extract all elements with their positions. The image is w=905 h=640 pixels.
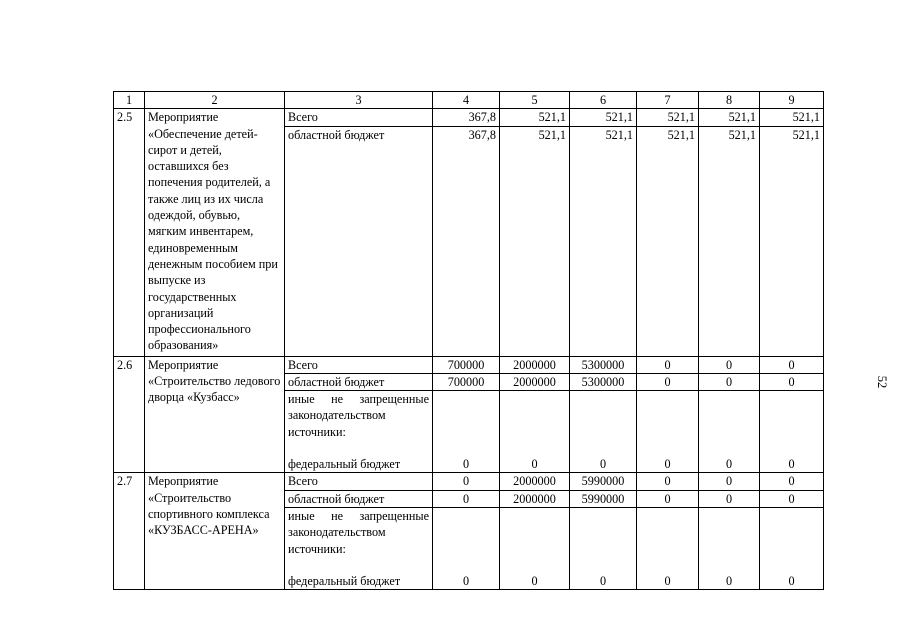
source-label: областной бюджет	[285, 126, 433, 356]
measure-name: Мероприятие «Обеспечение детей-сирот и детей, оставшихся без попечения родителей, а также лиц из их числа одеждой, обувью, мягким инвентарем, единовременным денежным пособием при выпуске из государственных организаций профессионального образования»	[145, 109, 285, 356]
value-cell: 2000000	[500, 473, 570, 490]
value-cell: 5990000	[570, 490, 637, 507]
header-cell: 4	[433, 92, 500, 109]
value-cell: 0	[433, 391, 500, 473]
value-cell: 0	[570, 391, 637, 473]
value-cell: 521,1	[500, 109, 570, 126]
header-cell: 9	[760, 92, 824, 109]
value-cell: 0	[699, 473, 760, 490]
header-cell: 3	[285, 92, 433, 109]
value-cell: 0	[637, 356, 699, 373]
value-cell: 0	[637, 391, 699, 473]
value-cell: 0	[699, 490, 760, 507]
source-sublabel: федеральный бюджет	[288, 573, 401, 588]
value-cell: 521,1	[699, 126, 760, 356]
header-cell: 8	[699, 92, 760, 109]
value-cell: 0	[699, 356, 760, 373]
value-cell: 521,1	[637, 126, 699, 356]
source-other-cell	[285, 507, 433, 589]
value-cell: 0	[699, 373, 760, 390]
value-cell: 521,1	[760, 109, 824, 126]
value-cell: 700000	[433, 356, 500, 373]
value-cell: 700000	[433, 373, 500, 390]
value-cell: 5990000	[570, 473, 637, 490]
value-cell: 0	[760, 473, 824, 490]
row-number: 2.5	[114, 109, 145, 356]
source-other-cell	[285, 391, 433, 473]
value-cell: 521,1	[699, 109, 760, 126]
value-cell: 0	[570, 507, 637, 589]
header-cell: 6	[570, 92, 637, 109]
source-label: областной бюджет	[285, 490, 433, 507]
value-cell: 0	[637, 490, 699, 507]
value-cell: 5300000	[570, 356, 637, 373]
source-sublabel: федеральный бюджет	[288, 457, 401, 472]
value-cell: 0	[637, 507, 699, 589]
value-cell: 0	[637, 373, 699, 390]
value-cell: 5300000	[570, 373, 637, 390]
value-cell: 0	[760, 490, 824, 507]
value-cell: 0	[500, 507, 570, 589]
value-cell: 0	[699, 391, 760, 473]
source-label: Всего	[285, 109, 433, 126]
value-cell: 0	[699, 507, 760, 589]
value-cell: 0	[637, 473, 699, 490]
header-cell: 7	[637, 92, 699, 109]
header-cell: 1	[114, 92, 145, 109]
value-cell: 521,1	[570, 126, 637, 356]
value-cell: 2000000	[500, 373, 570, 390]
value-cell: 2000000	[500, 356, 570, 373]
header-cell: 2	[145, 92, 285, 109]
source-label: Всего	[285, 473, 433, 490]
source-label: иные не запрещенные законодательством источники:	[288, 392, 429, 439]
source-label: иные не запрещенные законодательством источники:	[288, 508, 429, 556]
value-cell: 0	[760, 356, 824, 373]
row-number: 2.7	[114, 473, 145, 590]
value-cell: 521,1	[760, 126, 824, 356]
value-cell: 521,1	[500, 126, 570, 356]
value-cell: 0	[760, 507, 824, 589]
value-cell: 521,1	[570, 109, 637, 126]
value-cell: 367,8	[433, 126, 500, 356]
budget-table	[113, 91, 824, 590]
value-cell: 0	[433, 507, 500, 589]
value-cell: 0	[433, 473, 500, 490]
source-label: областной бюджет	[285, 373, 433, 390]
value-cell: 521,1	[637, 109, 699, 126]
value-cell: 0	[500, 391, 570, 473]
header-cell: 5	[500, 92, 570, 109]
table-row	[114, 109, 824, 126]
value-cell: 2000000	[500, 490, 570, 507]
value-cell: 0	[433, 490, 500, 507]
measure-name: Мероприятие «Строительство ледового дворца «Кузбасс»	[145, 356, 285, 473]
source-label: Всего	[285, 356, 433, 373]
table-row	[114, 356, 824, 373]
value-cell: 0	[760, 373, 824, 390]
page-number: 52	[875, 375, 889, 389]
measure-name: Мероприятие «Строительство спортивного комплекса «КУЗБАСС-АРЕНА»	[145, 473, 285, 590]
table-header-row	[114, 92, 824, 109]
value-cell: 367,8	[433, 109, 500, 126]
value-cell: 0	[760, 391, 824, 473]
table-row	[114, 473, 824, 490]
row-number: 2.6	[114, 356, 145, 473]
